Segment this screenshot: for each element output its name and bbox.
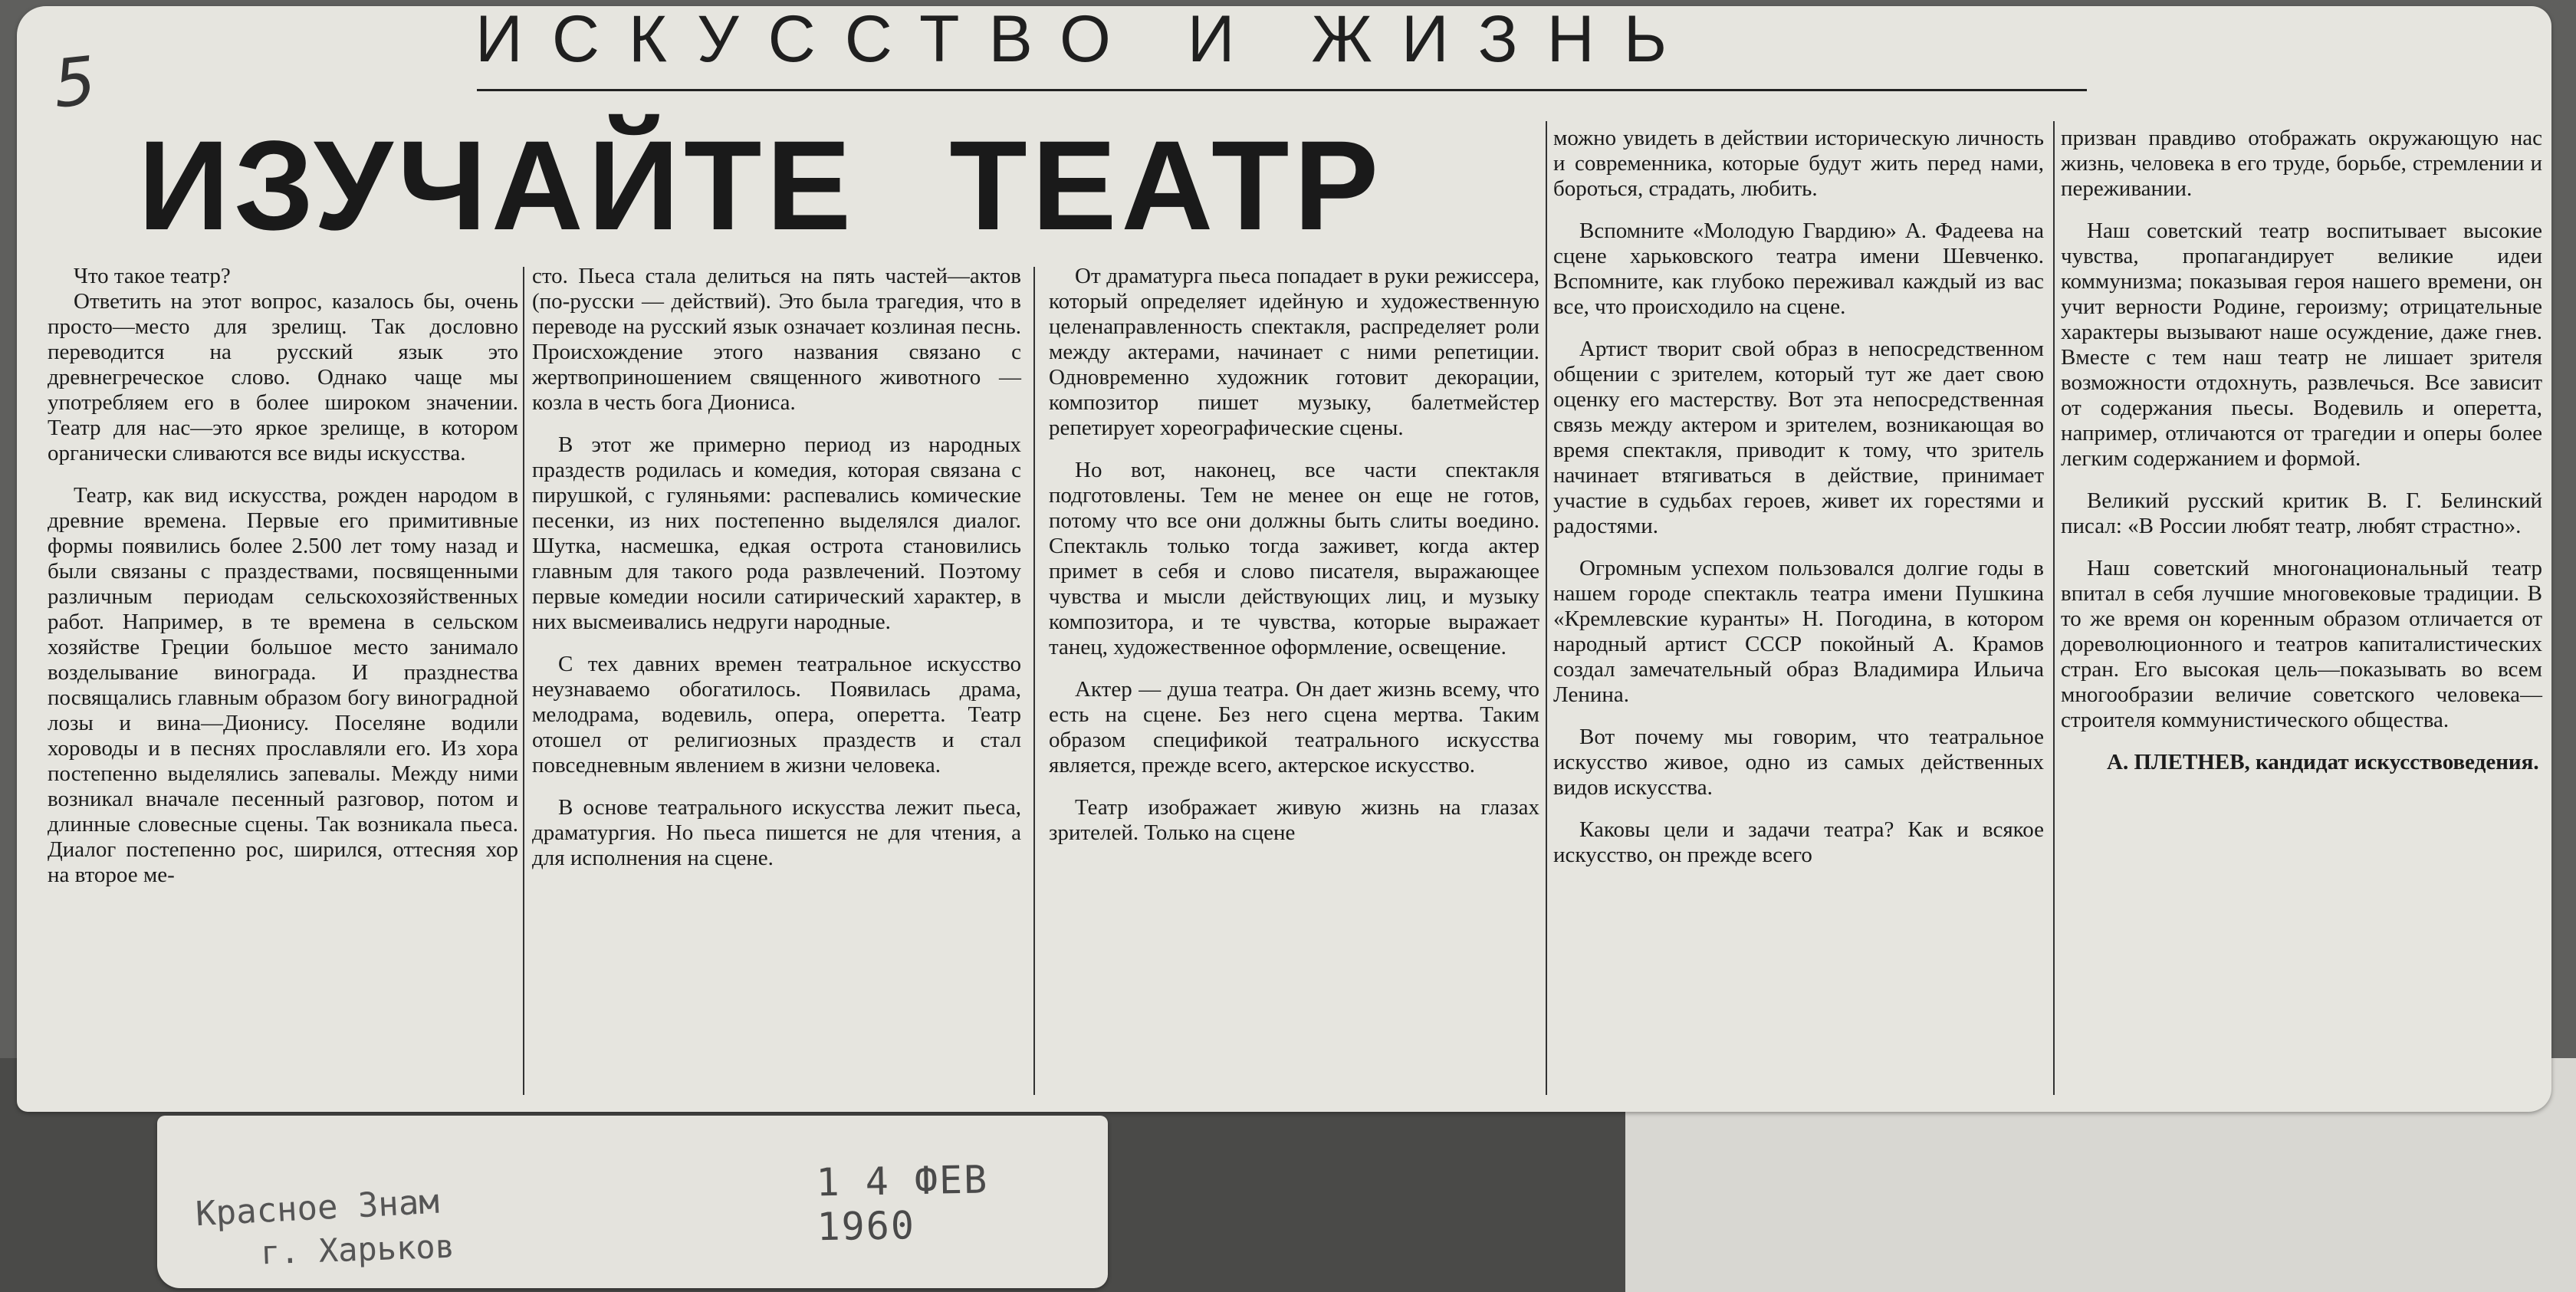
article-paragraph: призван правдиво отображать окружающую нас жизнь, человека в его труде, борьбе, стремлении и переживании. [2061,126,2542,201]
article-paragraph: Артист творит свой образ в непосредственном общении с зрителем, который тут же дает свою оценку его мастерству. Вот эта непосредственная связь между актером и зрителем, возникающая во время спектакля, приводит к тому, что зритель начинает втягиваться в действие, принимает участие в судьбах героев, живет их горестями и радостями. [1553,337,2044,538]
article-paragraph: сто. Пьеса стала делиться на пять частей—актов (по-русски — действий). Это была трагедия, что в переводе на русский язык означает козлиная песнь. Происхождение этого названия связано с жертвоприношением священного животного — козла в честь бога Диониса. [532,264,1021,415]
article-paragraph: От драматурга пьеса попадает в руки режиссера, который определяет идейную и художественную целенаправленность спектакля, распределяет роли между актерами, начинает с ними репетиции. Одновременно художник готовит декорации, композитор пишет музыку, балетмейстер репетирует хореографические сцены. [1049,264,1539,440]
article-paragraph: Наш советский многонациональный театр впитал в себя лучшие многовековые традиции. В то же время он коренным образом отличается от дореволюционного и театров капиталистических стран. Его высокая цель—показывать во всем многообразии величие советского человека—строителя коммунистического общества. [2061,556,2542,732]
article-paragraph: Актер — душа театра. Он дает жизнь всему, что есть на сцене. Без него сцена мертва. Таким образом спецификой театрального искусства является, прежде всего, актерское искусство. [1049,677,1539,778]
article-paragraph: Огромным успехом пользовался долгие годы в нашем городе спектакль театра имени Пушкина «Кремлевские куранты» Н. Погодина, в котором народный артист СССР покойный А. Крамов создал замечательный образ Владимира Ильича Ленина. [1553,556,2044,707]
article-column-3 [1049,264,1539,863]
article-paragraph: В этот же примерно период из народных праздеств родилась и комедия, которая связана с пирушкой, с гуляньями: распевались комические песенки, из них постепенно выделялся диалог. Шутка, насмешка, едкая острота становились главным для такого рода развлечений. Поэтому первые комедии носили сатирический характер, в них высмеивались недруги народные. [532,432,1021,634]
date-stamp: 1 4 ФЕВ 1960 [816,1157,989,1250]
source-newspaper-stamp: Красное Знам [194,1182,441,1234]
author-signature: А. ПЛЕТНЕВ, кандидат искусствоведения. [2107,750,2539,774]
article-paragraph: Великий русский критик В. Г. Белинский писал: «В России любят театр, любят страстно». [2061,488,2542,538]
handwritten-page-number: 5 [49,42,100,123]
column-divider [2053,121,2055,1095]
article-headline: ИЗУЧАЙТЕ ТЕАТР [138,115,1384,257]
article-paragraph: можно увидеть в действии историческую личность и современника, которые будут жить перед нами, бороться, страдать, любить. [1553,126,2044,201]
rubric-divider [477,89,2087,91]
article-paragraph: С тех давних времен театральное искусство неузнаваемо обогатилось. Появилась драма, мелодрама, водевиль, опера, оперетта. Театр отошел от религиозных праздеств и стал повседневным явлением в жизни человека. [532,652,1021,778]
article-column-2 [532,264,1021,888]
source-city-stamp: г. Харьков [260,1227,455,1272]
article-paragraph: Наш советский театр воспитывает высокие чувства, пропагандирует великие идеи коммунизма; показывая героя нашего времени, он учит верности Родине, героизму; отрицательные характеры вызывают наше осуждение, даже гнев. Вместе с тем наш театр не лишает зрителя возможности отдохнуть, развлечься. Все зависит от содержания пьесы. Водевиль и оперетта, например, отличаются от трагедии и оперы более легким содержанием и формой. [2061,219,2542,471]
article-paragraph: В основе театрального искусства лежит пьеса, драматургия. Но пьеса пишется не для чтения, а для исполнения на сцене. [532,795,1021,870]
column-divider [1033,267,1035,1095]
article-paragraph: Каковы цели и задачи театра? Как и всякое искусство, он прежде всего [1553,817,2044,867]
article-column-1 [48,264,518,905]
article-paragraph: Театр изображает живую жизнь на глазах зрителей. Только на сцене [1049,795,1539,845]
column-divider [523,267,524,1095]
newspaper-clipping [17,2,2551,1112]
article-paragraph: Театр, как вид искусства, рожден народом в древние времена. Первые его примитивные формы появились более 2.500 лет тому назад и были связаны с праздествами, посвященными различным периодам сельскохозяйственных работ. Например, в те времена в сельском хозяйстве Греции большое место занимало возделывание винограда. И празднества посвящались главным образом богу виноградной лозы и вина—Дионису. Поселяне водили хороводы и в песнях прославляли его. Из хора постепенно выделялись запевалы. Между ними возникал вначале песенный разговор, потом и длинные словесные сцены. Так возникала пьеса. Диалог постепенно рос, ширился, оттесняя хор на второе ме- [48,483,518,887]
column-divider [1546,121,1547,1095]
article-paragraph: Что такое театр? [74,264,231,288]
article-column-4 [1553,126,2044,885]
article-paragraph: Вот почему мы говорим, что театральное искусство живое, одно из самых действенных видов искусства. [1553,725,2044,800]
section-rubric: ИСКУССТВО И ЖИЗНЬ [475,2,1697,76]
article-column-5 [2061,126,2542,792]
article-paragraph: Вспомните «Молодую Гвардию» А. Фадеева на сцене харьковского театра имени Шевченко. Вспомните, как глубоко переживал каждый из вас все, что происходило на сцене. [1553,219,2044,319]
article-paragraph: Но вот, наконец, все части спектакля подготовлены. Тем не менее он еще не готов, потому что все они должны быть слиты воедино. Спектакль только тогда заживет, когда актер примет в себя и слово писателя, выражающее чувства и мысли действующих лиц, и музыку композитора, и те чувства, которые выражает танец, художественное оформление, освещение. [1049,458,1539,659]
clipping-source-label [157,1116,1108,1288]
article-paragraph: Ответить на этот вопрос, казалось бы, очень просто—место для зрелищ. Так дословно переводится на русский язык это древнегреческое слово. Однако чаще мы употребляем его в более широком значении. Театр для нас—это яркое зрелище, в котором органически сливаются все виды искусства. [48,289,518,465]
